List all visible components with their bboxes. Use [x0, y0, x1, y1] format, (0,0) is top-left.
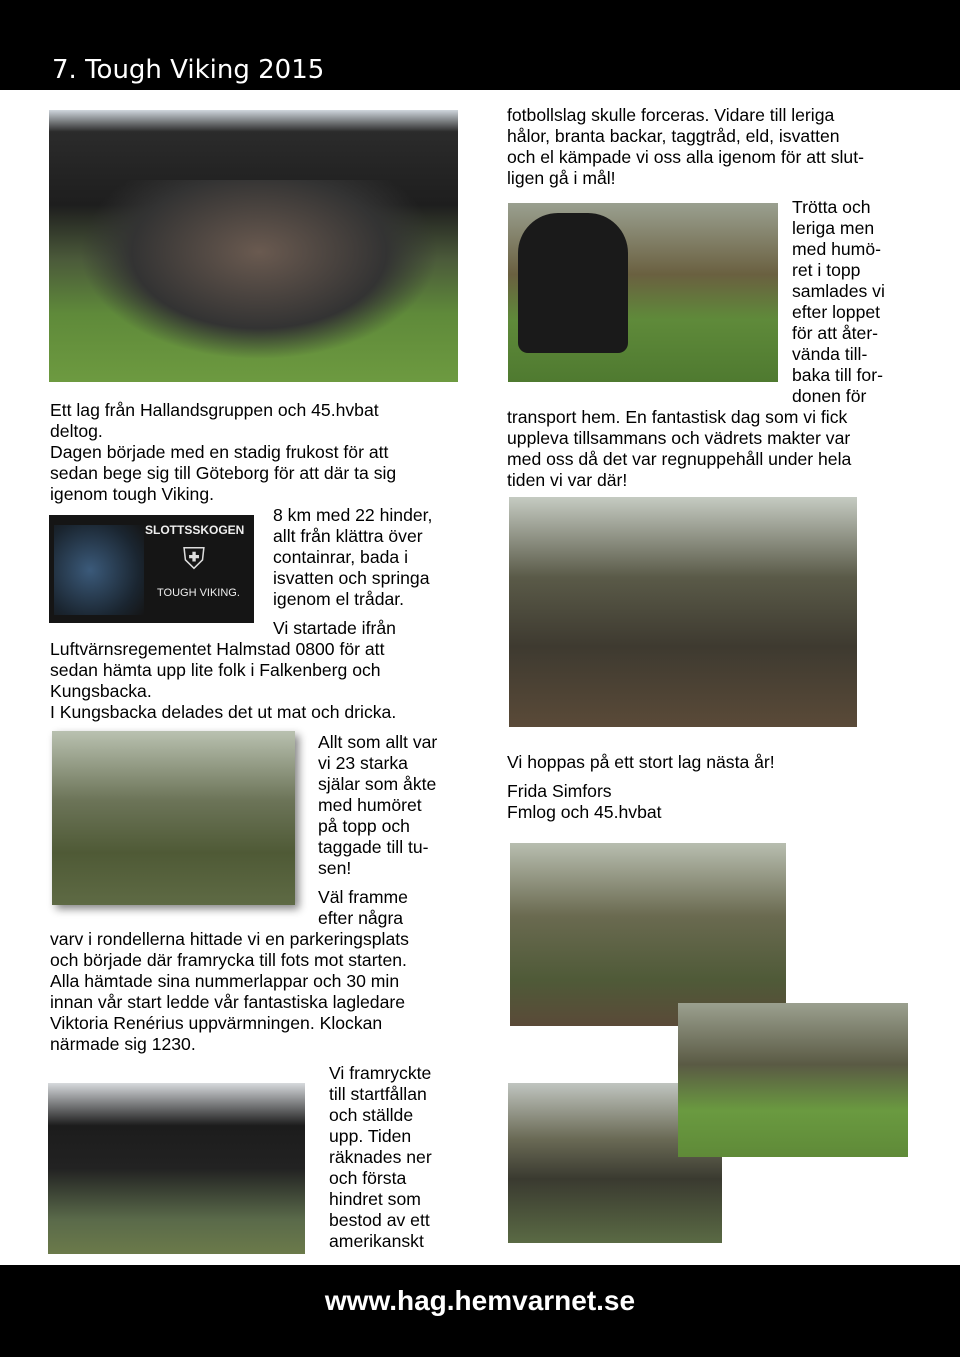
text-line: Luftvärnsregementet Halmstad 0800 för att	[50, 639, 385, 659]
text-block	[50, 639, 396, 723]
page-footer	[0, 1265, 960, 1357]
text-line: Väl framme	[318, 887, 408, 907]
text-line: taggade till tu-	[318, 837, 429, 857]
text-block	[318, 887, 408, 929]
text-line: bestod av ett	[329, 1210, 430, 1230]
text-line: sedan hämta upp lite folk i Falkenberg och	[50, 660, 381, 680]
text-line: hålor, branta backar, taggtråd, eld, isvatten	[507, 126, 840, 146]
text-line: igenom tough Viking.	[50, 484, 214, 504]
text-line: Alla hämtade sina nummerlappar och 30 min	[50, 971, 400, 991]
text-line: för att åter-	[792, 323, 879, 343]
text-line: Viktoria Renérius uppvärmningen. Klockan	[50, 1013, 383, 1033]
text-block	[792, 197, 885, 407]
text-line: efter loppet	[792, 302, 881, 322]
text-line: och ställde	[329, 1105, 414, 1125]
team-photo	[49, 110, 458, 382]
text-line: Trötta och	[792, 197, 871, 217]
text-line: transport hem. En fantastisk dag som vi fick	[507, 407, 848, 427]
text-block	[50, 929, 409, 1055]
page-header	[0, 0, 960, 90]
text-line: ret i topp	[792, 260, 861, 280]
finish-area-photo	[508, 203, 778, 382]
text-block	[273, 618, 396, 639]
text-line: med humö-	[792, 239, 881, 259]
text-block	[50, 400, 396, 505]
text-line: och första	[329, 1168, 407, 1188]
text-block	[507, 752, 775, 773]
text-line: Dagen började med en stadig frukost för att	[50, 442, 389, 462]
muddy-runners-photo	[678, 1003, 908, 1157]
text-line: sedan bege sig till Göteborg för att där ta sig	[50, 463, 397, 483]
text-line: I Kungsbacka delades det ut mat och dricka.	[50, 702, 397, 722]
text-line: Vi hoppas på ett stort lag nästa år!	[507, 752, 775, 772]
text-block	[318, 732, 437, 879]
text-line: deltog.	[50, 421, 103, 441]
text-line: ligen gå i mål!	[507, 168, 616, 188]
text-line: donen för	[792, 386, 867, 406]
text-block	[273, 505, 432, 610]
text-line: Kungsbacka.	[50, 681, 152, 701]
footer-url: www.hag.hemvarnet.se	[324, 1285, 636, 1316]
text-line: igenom el trådar.	[273, 589, 405, 609]
text-line: varv i rondellerna hittade vi en parkeringsplats	[50, 929, 409, 949]
runners-park-photo	[510, 843, 786, 1026]
text-line: fotbollslag skulle forceras. Vidare till leriga	[507, 105, 835, 125]
text-line: Vi startade ifrån	[273, 618, 396, 638]
text-line: samlades vi	[792, 281, 885, 301]
text-line: Vi framryckte	[329, 1063, 432, 1083]
text-line: 8 km med 22 hinder,	[273, 505, 433, 525]
text-line: tiden vi var där!	[507, 470, 628, 490]
text-line: själar som åkte	[318, 774, 437, 794]
text-line: och började där framrycka till fots mot starten.	[50, 950, 407, 970]
text-line: Frida Simfors	[507, 781, 612, 801]
text-block	[507, 407, 851, 491]
text-line: till startfållan	[329, 1084, 427, 1104]
text-line: uppleva tillsammans och vädrets makter var	[507, 428, 851, 448]
forest-runners-photo	[52, 731, 295, 905]
text-line: vi 23 starka	[318, 753, 408, 773]
text-line: räknades ner	[329, 1147, 432, 1167]
text-line: efter några	[318, 908, 404, 928]
text-line: på topp och	[318, 816, 410, 836]
text-line: sen!	[318, 858, 352, 878]
text-line: allt från klättra över	[273, 526, 423, 546]
page-title: 7. Tough Viking 2015	[52, 55, 325, 85]
text-line: innan vår start ledde vår fantastiska lagledare	[50, 992, 406, 1012]
text-line: amerikanskt	[329, 1231, 424, 1251]
text-line: isvatten och springa	[273, 568, 430, 588]
text-line: baka till for-	[792, 365, 883, 385]
text-line: vända till-	[792, 344, 868, 364]
text-line: med humöret	[318, 795, 422, 815]
text-line: Ett lag från Hallandsgruppen och 45.hvbat	[50, 400, 379, 420]
team-running-photo	[509, 497, 857, 727]
text-line: och el kämpade vi oss alla igenom för att slut-	[507, 147, 864, 167]
text-block	[507, 105, 864, 189]
slottsskogen-sign-photo: SLOTTSSKOGEN ⛨ TOUGH VIKING.	[49, 515, 254, 623]
text-block	[329, 1063, 432, 1252]
start-arch-photo	[48, 1083, 305, 1254]
signature-block	[507, 781, 662, 823]
text-line: Fmlog och 45.hvbat	[507, 802, 662, 822]
text-line: leriga men	[792, 218, 875, 238]
text-line: hindret som	[329, 1189, 421, 1209]
text-line: containrar, bada i	[273, 547, 408, 567]
text-line: med oss då det var regnuppehåll under hela	[507, 449, 852, 469]
text-line: närmade sig 1230.	[50, 1034, 196, 1054]
text-line: Allt som allt var	[318, 732, 438, 752]
text-line: upp. Tiden	[329, 1126, 412, 1146]
